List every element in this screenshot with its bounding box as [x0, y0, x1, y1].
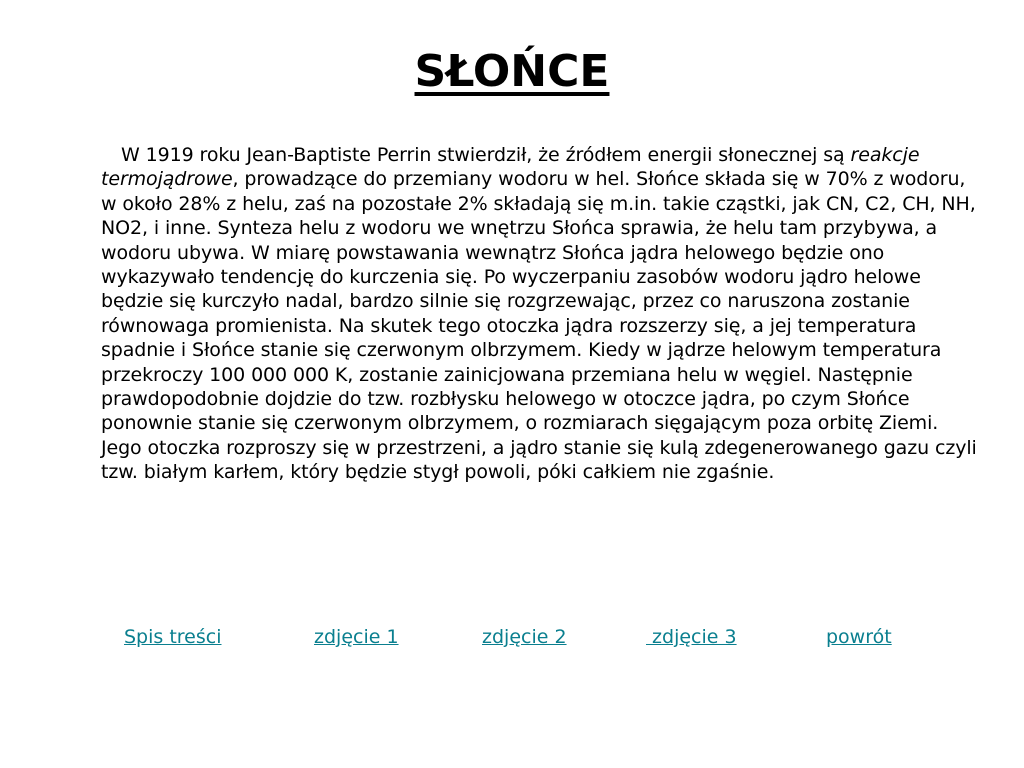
- page-title: [0, 42, 1024, 102]
- navigation-links: [0, 622, 1024, 652]
- page-title-text: SŁOŃCE: [414, 46, 610, 97]
- photo-3-link[interactable]: zdjęcie 3: [646, 626, 737, 648]
- paragraph-emphasis: reakcje termojądrowe: [101, 144, 920, 191]
- paragraph-intro: W 1919 roku Jean-Baptiste Perrin stwierdził, że źródłem energii słonecznej są: [121, 144, 851, 166]
- article-paragraph: [101, 143, 981, 485]
- paragraph-rest: , prowadzące do przemiany wodoru w hel. Słońce składa się w 70% z wodoru, w około 28% z helu, zaś na pozostałe 2% składają się m.in. takie cząstki, jak CN, C2, CH, NH, NO2, i inne. Synteza helu z wodoru we wnętrzu Słońca sprawia, że helu tam przybywa, a wodoru ubywa. W miarę powstawania wewnątrz Słońca jądra helowego będzie ono wykazywało tendencję do kurczenia się. Po wyczerpaniu zasobów wodoru jądro helowe będzie się kurczyło nadal, bardzo silnie się rozgrzewając, przez co naruszona zostanie równowaga promienista. Na skutek tego otoczka jądra rozszerzy się, a jej temperatura spadnie i Słońce stanie się czerwonym olbrzymem. Kiedy w jądrze helowym temperatura przekroczy 100 000 000 K, zostanie zainicjowana przemiana helu w węgiel. Następnie prawdopodobnie dojdzie do tzw. rozbłysku helowego w otoczce jądra, po czym Słońce ponownie stanie się czerwonym olbrzymem, o rozmiarach sięgającym poza orbitę Ziemi. Jego otoczka rozproszy się w przestrzeni, a jądro stanie się kulą zdegenerowanego gazu czyli tzw. białym karłem, który będzie stygł powoli, póki całkiem nie zgaśnie.: [101, 168, 977, 484]
- photo-2-link[interactable]: zdjęcie 2: [482, 626, 567, 648]
- back-link[interactable]: powrót: [826, 626, 892, 648]
- photo-1-link[interactable]: zdjęcie 1: [314, 626, 399, 648]
- table-of-contents-link[interactable]: Spis treści: [124, 626, 222, 648]
